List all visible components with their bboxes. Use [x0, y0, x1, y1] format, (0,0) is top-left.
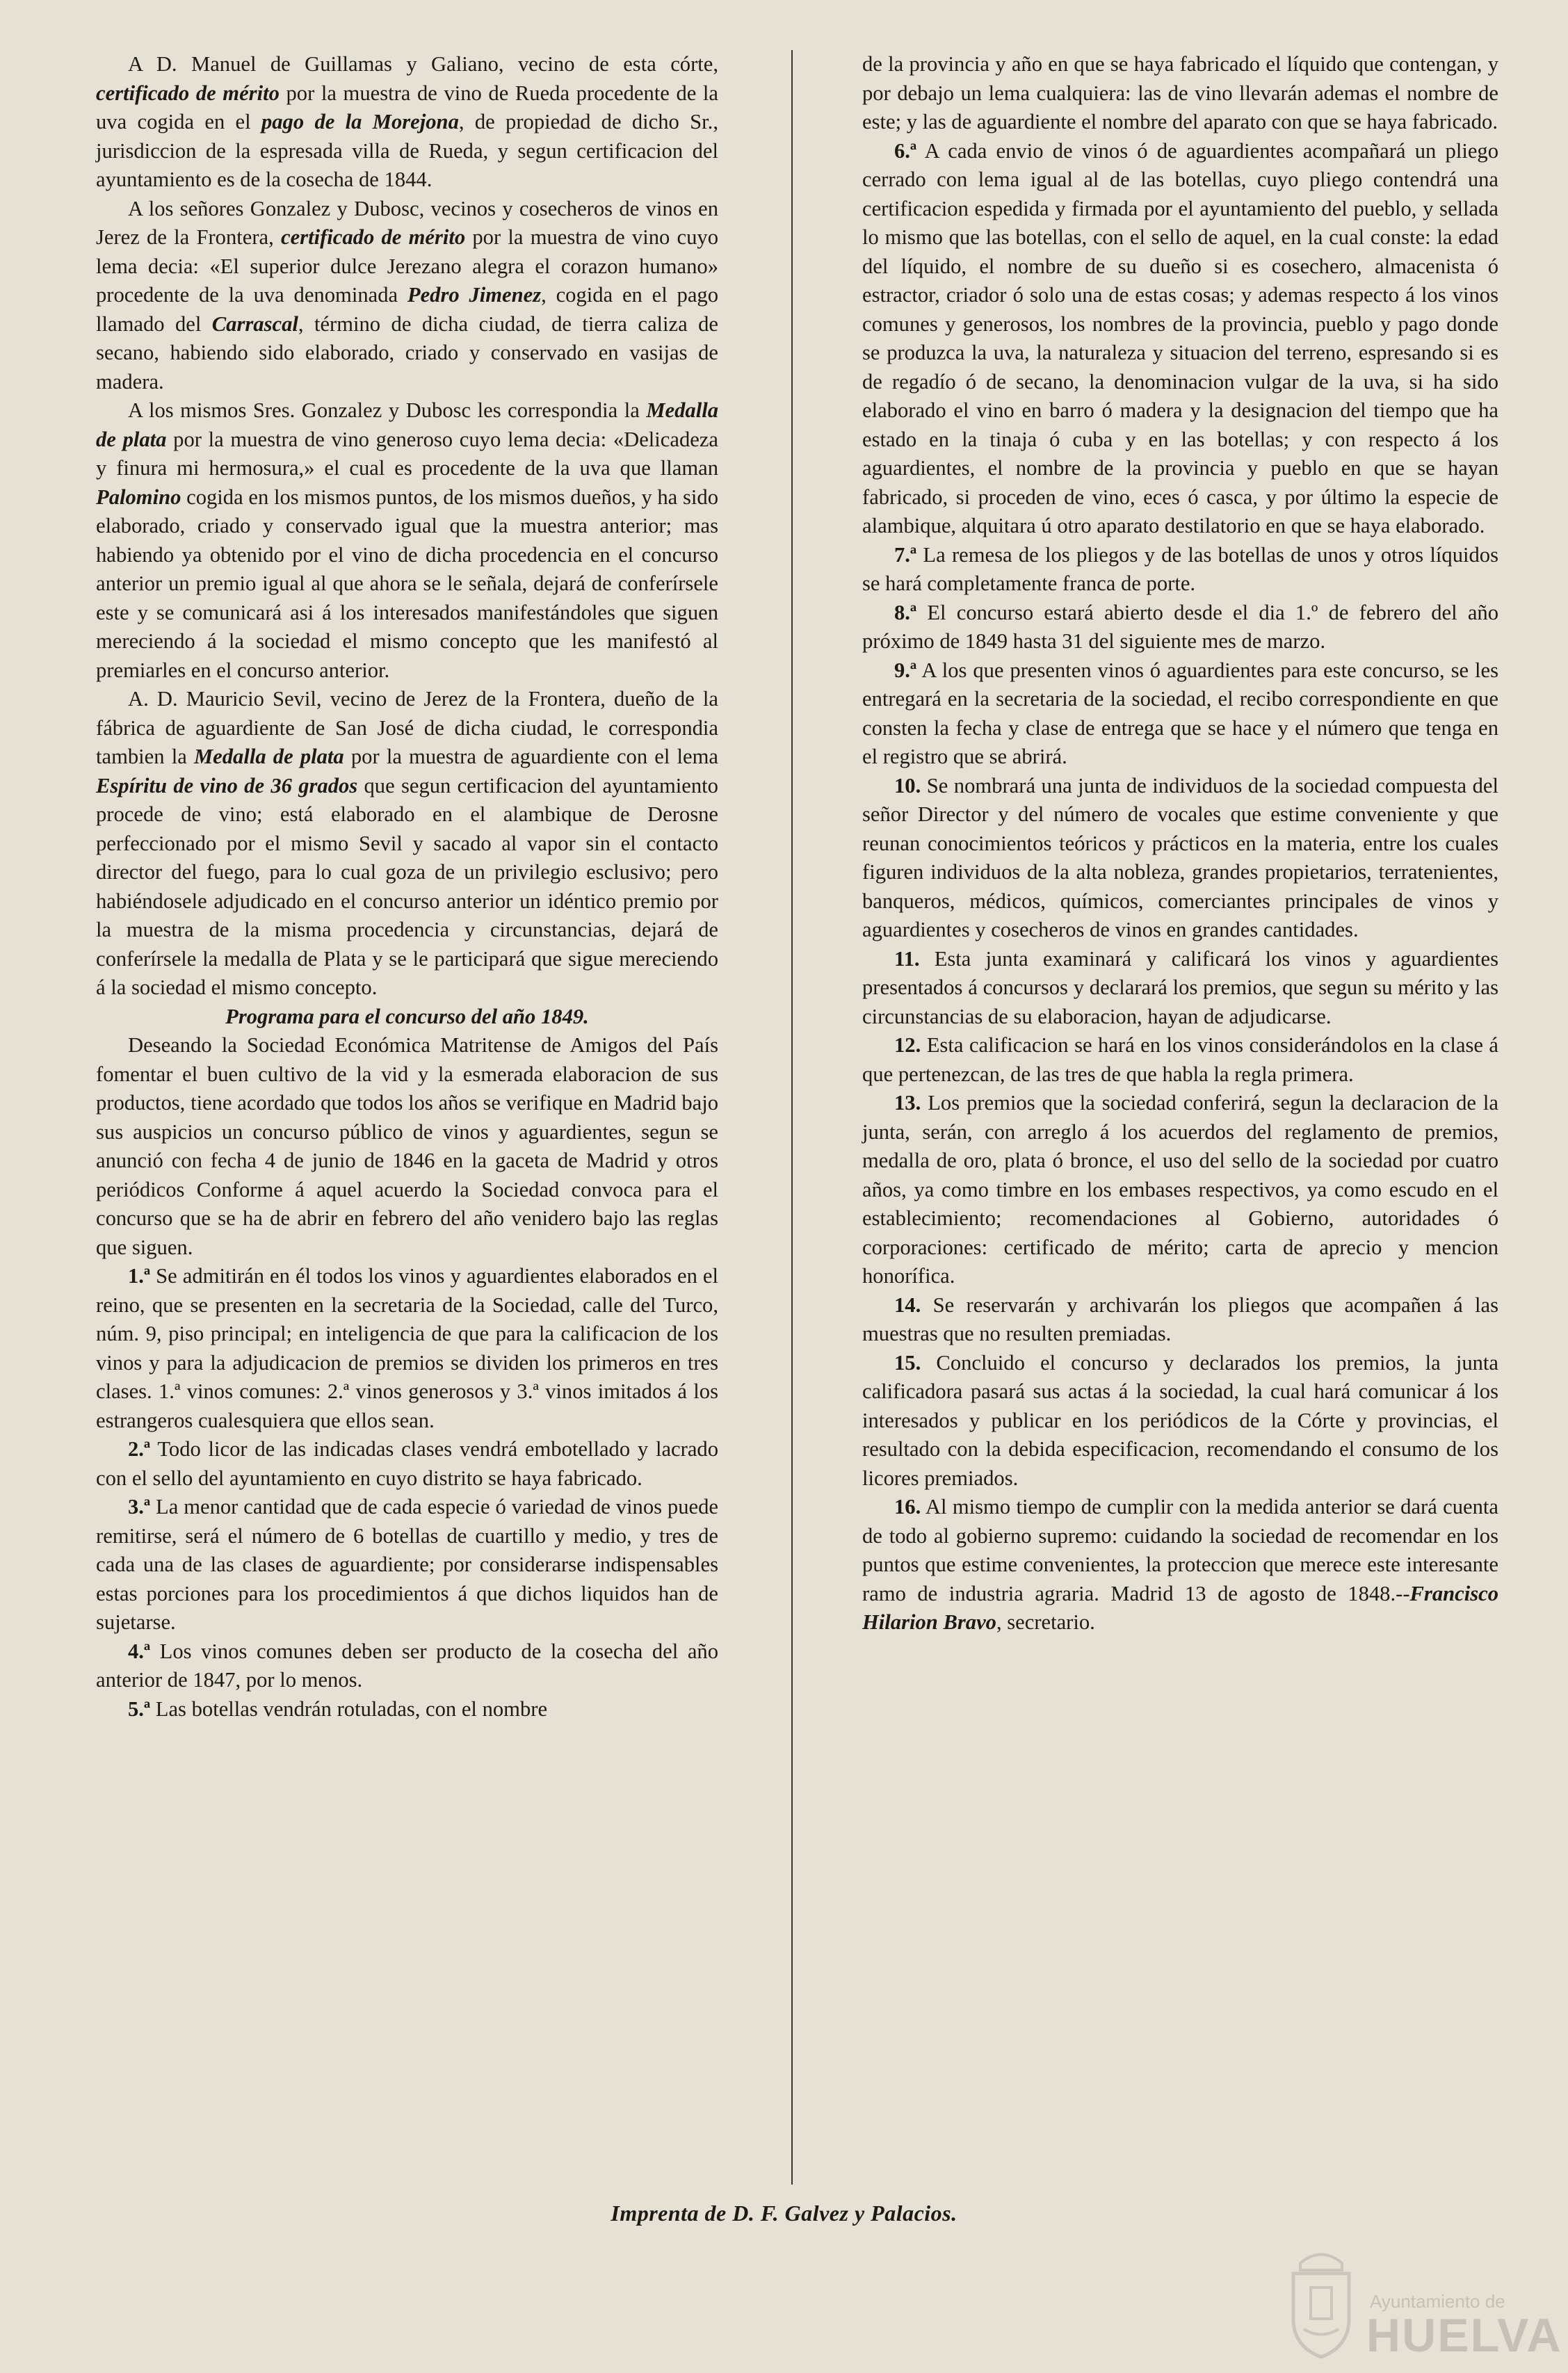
paragraph	[862, 599, 1498, 656]
paragraph	[96, 1003, 718, 1032]
text-run: Esta junta examinará y calificará los vinos y aguardientes presentados á concursos y declarará los premios, que segun su mérito y las circunstancias de su elaboracion, hayan de adjudicarse.	[862, 946, 1498, 1028]
rule-number: 12.	[894, 1033, 921, 1057]
text-run: Todo licor de las indicadas clases vendrá embotellado y lacrado con el sello del ayuntamiento en cuyo distrito se haya fabricado.	[96, 1437, 718, 1490]
paragraph	[862, 945, 1498, 1032]
rule-number: 16.	[894, 1495, 921, 1518]
text-run: A los señores Gonzalez y Dubosc, vecinos y cosecheros de vinos en Jerez de la Frontera,	[96, 196, 718, 249]
italic-text: Medalla de plata	[96, 398, 718, 451]
rule-number: 2.ª	[128, 1437, 151, 1461]
paragraph	[862, 1089, 1498, 1291]
italic-text: certificado de mérito	[96, 81, 280, 105]
text-run: A. D. Mauricio Sevil, vecino de Jerez de la Frontera, dueño de la fábrica de aguardiente de San José de dicha ciudad, le correspondia tambien la	[96, 687, 718, 768]
text-run: Deseando la Sociedad Económica Matritense de Amigos del País fomentar el buen cultivo de la vid y la esmerada elaboracion de sus productos, tiene acordado que todos los años se verifique en Madrid bajo sus auspicios un concurso público de vinos y aguardientes, segun se anunció con fecha 4 de junio de 1846 en la gaceta de Madrid y otros periódicos Conforme á aquel acuerdo la Sociedad convoca para el concurso que se ha de abrir en febrero del año venidero bajo las reglas que siguen.	[96, 1033, 718, 1259]
text-run: Se admitirán en él todos los vinos y aguardientes elaborados en el reino, que se presenten en la secretaria de la Sociedad, calle del Turco, núm. 9, piso principal; en inteligencia de que para la calificacion de los vinos y para la adjudicacion de premios se dividen los primeros en tres clases. 1.ª vinos comunes: 2.ª vinos generosos y 3.ª vinos imitados á los estrangeros cualesquiera que ellos sean.	[96, 1264, 718, 1432]
rule-number: 5.ª	[128, 1696, 151, 1721]
text-run: , secretario.	[996, 1610, 1095, 1634]
text-run: A D. Manuel de Guillamas y Galiano, vecino de esta córte,	[128, 52, 718, 76]
text-run: A cada envio de vinos ó de aguardientes acompañará un pliego cerrado con lema igual al de las botellas, cuyo pliego contendrá una certificacion espedida y firmada por el ayuntamiento del pueblo, y sellada lo mismo que las botellas, con el sello de aquel, en la cual conste: la edad del líquido, el nombre de su dueño si es cosechero, almacenista ó estractor, criador ó solo una de estas cosas; y ademas respecto á los vinos comunes y generosos, los nombres de la provincia, pueblo y pago donde se produzca la uva, la naturaleza y situacion del terreno, espresando si es de regadío ó de secano, la denominacion vulgar de la uva, si ha sido elaborado el vino en barro ó madera y la designacion del tiempo que ha estado en la tinaja ó cuba y en las botellas; y con respecto á los aguardientes, el nombre de la provincia y pueblo en que se hayan fabricado, si proceden de vino, eces ó casca, y por último la especie de alambique, alquitara ú otro aparato destilatorio en que se haya elaborado.	[862, 138, 1498, 537]
text-run: por la muestra de vino de Rueda procedente de la uva cogida en el	[96, 81, 718, 133]
watermark-line2: HUELVA	[1366, 2309, 1562, 2362]
paragraph	[862, 137, 1498, 541]
text-run: Concluido el concurso y declarados los premios, la junta calificadora pasará sus actas á la sociedad, la cual hará comunicar á los interesados y publicar en los periódicos de la Córte y provincias, el resultado con la debida especificacion, recomendando el consumo de los licores premiados.	[862, 1350, 1498, 1490]
paragraph	[96, 1695, 718, 1724]
paragraph	[862, 50, 1498, 137]
text-run: La remesa de los pliegos y de las botellas de unos y otros líquidos se hará completamente franca de porte.	[862, 542, 1498, 595]
rule-number: 14.	[894, 1293, 921, 1317]
paragraph	[862, 1291, 1498, 1349]
text-run: que segun certificacion del ayuntamiento procede de vino; está elaborado en el alambique de Derosne perfeccionado por el mismo Sevil y sacado al vapor sin el contacto director del fuego, para lo cual goza de un privilegio esclusivo; pero habiéndosele adjudicado en el concurso anterior un idéntico premio por la muestra de la misma procedencia y circunstancias, dejará de conferírsele la medalla de Plata y se le participará que sigue mereciendo á la sociedad el mismo concepto.	[96, 773, 718, 999]
text-run: El concurso estará abierto desde el dia 1.º de febrero del año próximo de 1849 hasta 31 del siguiente mes de marzo.	[862, 600, 1498, 653]
paragraph	[862, 772, 1498, 945]
column-divider	[791, 50, 793, 2185]
paragraph	[96, 1262, 718, 1435]
text-run: Se nombrará una junta de individuos de la sociedad compuesta del señor Director y del número de vocales que estime conveniente y que reunan conocimientos teóricos y prácticos en la materia, entre los cuales figuren individuos de la alta nobleza, grandes propietarios, terratenientes, banqueros, médicos, químicos, comerciantes principales de vinos y aguardientes y cosecheros de vinos en grandes cantidades.	[862, 773, 1498, 941]
paragraph	[96, 1435, 718, 1493]
text-run: , término de dicha ciudad, de tierra caliza de secano, habiendo sido elaborado, criado y conservado en vasijas de madera.	[96, 311, 718, 394]
rule-number: 8.ª	[894, 600, 917, 624]
text-run: de la provincia y año en que se haya fabricado el líquido que contengan, y por debajo un lema cualquiera: las de vino llevarán ademas el nombre de este; y las de aguardiente el nombre del aparato con que se haya fabricado.	[862, 52, 1498, 133]
text-run: Programa para el concurso del año 1849.	[225, 1004, 589, 1028]
paragraph	[96, 396, 718, 685]
rule-number: 10.	[894, 773, 921, 797]
text-run: Al mismo tiempo de cumplir con la medida anterior se dará cuenta de todo al gobierno supremo: cuidando la sociedad de recomendar en los puntos que estime convenientes, la proteccion que merece este interesante ramo de industria agraria. Madrid 13 de agosto de 1848.--	[862, 1495, 1498, 1605]
paragraph	[862, 541, 1498, 599]
imprint-line: Imprenta de D. F. Galvez y Palacios.	[611, 2201, 957, 2226]
text-run: por la muestra de vino cuyo lema decia: «El superior dulce Jerezano alegra el corazon humano» procedente de la uva denominada	[96, 225, 718, 307]
rule-number: 4.ª	[128, 1639, 151, 1663]
archive-watermark	[1279, 2242, 1562, 2364]
rule-number: 7.ª	[894, 542, 917, 567]
text-run: Los vinos comunes deben ser producto de la cosecha del año anterior de 1847, por lo menos.	[96, 1639, 718, 1692]
paragraph	[96, 50, 718, 195]
italic-text: Francisco Hilarion Bravo	[862, 1581, 1498, 1634]
italic-text: pago de la Morejona	[261, 110, 459, 133]
text-run: Esta calificacion se hará en los vinos considerándolos en la clase á que pertenezcan, de las tres de que habla la regla primera.	[862, 1033, 1498, 1086]
italic-text: certificado de mérito	[281, 225, 466, 249]
rule-number: 3.ª	[128, 1495, 151, 1518]
paragraph	[96, 1637, 718, 1695]
text-run: por la muestra de vino generoso cuyo lema decia: «Delicadeza y finura mi hermosura,» el cual es procedente de la uva que llaman	[96, 427, 718, 480]
rule-number: 1.ª	[128, 1264, 151, 1288]
rule-number: 11.	[894, 946, 920, 971]
italic-text: Pedro Jimenez	[407, 283, 542, 307]
italic-text: Espíritu de vino de 36 grados	[96, 773, 358, 797]
text-run: por la muestra de aguardiente con el lema	[343, 745, 718, 768]
coat-of-arms-icon	[1279, 2242, 1363, 2360]
italic-text: Carrascal	[211, 311, 298, 336]
paragraph	[96, 195, 718, 397]
paragraph	[862, 1493, 1498, 1637]
text-run: La menor cantidad que de cada especie ó variedad de vinos puede remitirse, será el número de 6 botellas de cuartillo y medio, y tres de cada una de las clases de aguardiente; por considerarse indispensables estas porciones para los procedimientos á que dichos liquidos han de sujetarse.	[96, 1495, 718, 1634]
paragraph	[862, 1031, 1498, 1089]
text-run: A los que presenten vinos ó aguardientes para este concurso, se les entregará en la secretaria de la sociedad, el recibo correspondiente en que consten la fecha y clase de entrega que se hace y el número que tenga en el registro que se abrirá.	[862, 658, 1498, 768]
text-run: Se reservarán y archivarán los pliegos que acompañen á las muestras que no resulten premiadas.	[862, 1293, 1498, 1345]
rule-number: 6.ª	[894, 138, 917, 163]
rule-number: 9.ª	[894, 658, 917, 682]
text-run: , de propiedad de dicho Sr., jurisdiccion de la espresada villa de Rueda, y segun certificacion del ayuntamiento es de la cosecha de 1844.	[96, 110, 718, 191]
italic-text: Medalla de plata	[193, 745, 344, 768]
paragraph	[96, 1493, 718, 1637]
rule-number: 15.	[894, 1350, 921, 1375]
text-run: Las botellas vendrán rotuladas, con el nombre	[150, 1696, 548, 1721]
text-run: , cogida en el pago llamado del	[96, 283, 718, 336]
left-column	[96, 50, 718, 1724]
right-column	[862, 50, 1498, 1637]
watermark-line1: Ayuntamiento de	[1370, 2291, 1505, 2312]
italic-text: Palomino	[96, 485, 181, 509]
paragraph	[862, 656, 1498, 772]
text-run: cogida en los mismos puntos, de los mismos dueños, y ha sido elaborado, criado y conservado igual que la muestra anterior; mas habiendo ya obtenido por el vino de dicha procedencia en el concurso anterior un premio igual al que ahora se le señala, dejará de conferírsele este y se comunicará asi á los interesados manifestándoles que siguen mereciendo á la sociedad el mismo concepto que les manifestó al premiarles en el concurso anterior.	[96, 485, 718, 682]
paragraph	[96, 685, 718, 1003]
rule-number: 13.	[894, 1091, 921, 1115]
text-run: Los premios que la sociedad conferirá, segun la declaracion de la junta, serán, con arreglo á los acuerdos del reglamento de premios, medalla de oro, plata ó bronce, el uso del sello de la sociedad por cuatro años, ya como timbre en los embases respectivos, ya como escudo en el establecimiento; recomendaciones al Gobierno, autoridades ó corporaciones: certificado de mérito; carta de aprecio y mencion honorífica.	[862, 1091, 1498, 1288]
paragraph	[862, 1349, 1498, 1493]
text-run: A los mismos Sres. Gonzalez y Dubosc les correspondia la	[128, 398, 647, 422]
paragraph	[96, 1031, 718, 1262]
